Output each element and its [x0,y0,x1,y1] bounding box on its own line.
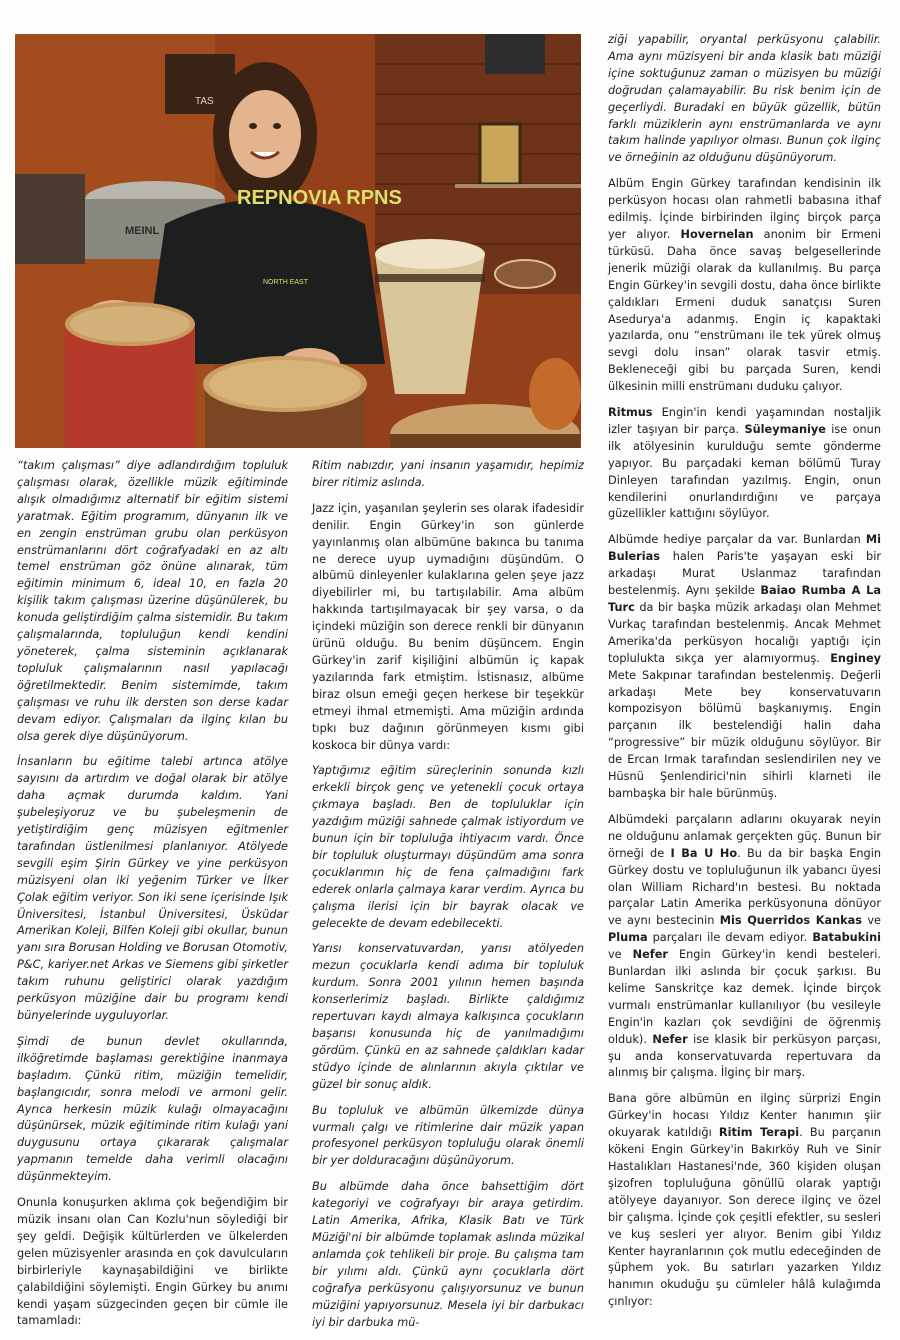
track-title: I Ba U Ho [670,846,738,860]
paragraph: Jazz için, yaşanılan şeylerin ses olarak ifadesidir denilir. Engin Gürkey'in son günlerde yayınlanmış olan albümüne bakınca bu tanıma ne derece uyup uymadığını düşündüm. O albümü dinleyenler kulaklarına gelen şeye jazz diyebilirler mi, bu tartışılabilir. Ama albüm hakkında tartışılmayacak bir şey varsa, o da içindeki müziğin son derece renkli bir dünyanın ürünü olduğu. Bu benim düşüncem. Engin Gürkey'in zarif kişiliğini albümün iç kapak yazılarında fark etmiştim. İstisnasız, albüme biraz olsun emeği geçen herkese bir teşekkür etmeyi ihmal etmemişti. Ama müziğin ardında tıpkı buz dağının görünmeyen kısmı gibi koskoca bir dünya vardı: [312,501,584,752]
track-title: Süleymaniye [744,422,826,436]
paragraph: Ritim nabızdır, yani insanın yaşamıdır, hepimiz birer ritimiz aslında. [312,459,584,489]
paragraph: Onunla konuşurken aklıma çok beğendiğim bir müzik insanı olan Can Kozlu'nun söylediği bir şey geldi. Değişik kültürlerden ve ülkelerden gelen müzisyenler arasında en çok davulcuların birbirleriyle kaynaşabildiğini ve birlikte çalabildiğini söylemişti. Engin Gürkey bu anımı kendi yaşam süzgecinden geçen bir cümle ile tamamladı: [17,1196,288,1328]
track-title: Ritmus [608,406,653,420]
text-run: da bir başka müzik arkadaşı olan Mehmet Vurkaç tarafından bestelenmiş. Ancak Mehmet Amerika'da perküsyon hocalığı yaptığı için toplulukta sıkça yer alamıyormuş. [608,601,881,665]
text-run: Albümde hediye parçalar da var. Bunlardan [608,533,866,547]
text-run: Albüm Engin Gürkey tarafından kendisinin ilk perküsyon hocası olan rahmetli babasına ithaf edilmiş. İçinde birbirinden ilginç birçok parça yer alıyor. [608,177,881,241]
text-run: Mete Sakpınar tarafından bestelenmiş. Değerli arkadaşı Mete bey konservatuvarın kompozisyon bölümü başkanıymış. Engin parçanın ilk bestelendiği halin daha “progressive” bir müzik olduğunu söylüyor. Bir de Ercan Irmak tarafından seslendirilen ney ve Hüsnü Şenlendirici'nin sihirli klarneti ile bambaşka bir hale bürünmüş. [608,668,881,800]
sweater-text: REPNOVIA RPNS [237,187,402,209]
tag-text: TAS [195,96,214,107]
track-title: Hovernelan [680,227,754,241]
track-title: Ritim Terapi [718,1126,800,1140]
paragraph: Yarısı konservatuvardan, yarısı atölyeden mezun çocuklarla kendi adıma bir topluluk kurdum. Sonra 2001 yılının hemen başında konserlerimiz başladı. Birlikte çaldığımız repertuvarı kaydı almaya kalkışınca çocukların başarısı konusunda hiç de yanılmadığımı gördüm. Çünkü en az sahnede çaldıkları kadar stüdyo içinde de alınlarının akıyla çıktılar ve güzel bir sonuç aldık. [312,942,584,1091]
photo-illustration [15,34,581,448]
text-run: . Bu da bir başka Engin Gürkey dostu ve topluluğunun ilk yabancı üyesi olan William Richard'ın bestesi. Bu noktada parçalar Latin Amerika perküsyonuna dönüyor ve aynı bestecinin [608,846,881,928]
text-run: Engin'in kendi yaşamından nostaljik izler taşıyan bir parça. [608,406,881,436]
text-run: Bana göre albümün en ilginç sürprizi Engin Gürkey'in hocası Yıldız Kenter hanımın şiir okuyarak katıldığı [608,1092,881,1140]
text-run: parçaları ile devam ediyor. [647,931,813,945]
sweater-sub: NORTH EAST [263,279,308,286]
track-title: Pluma [608,931,648,945]
text-run: ise klasik bir perküsyon parçası, şu anda konservatuvarda repertuvara da alınmış bir çalışma. İlginç bir marş. [608,1032,881,1080]
track-title: Baiao Rumba A La Turc [608,584,882,614]
text-run: . Bu parçanın kökeni Engin Gürkey'in Bakırköy Ruh ve Sinir Hastalıkları Hastanesi'nde, 360 kişiden oluşan şizofren topluluğuna gönüllü olarak yaptığı atölyeye dayanıyor. Son derece ilginç ve özel bir çalışma. İçinde çok çeşitli efektler, su sesleri ve kuş sesleri yer alıyor. Benim gibi Yıldız Kenter hayranlarının çok mutlu edeceğinden de şüphem yok. Bu satırları yazarken Yıldız hanımın okuduğu şu cümleler hâlâ kulağımda çınlıyor: [608,1126,881,1309]
text-run: anonim bir Ermeni türküsü. Daha önce savaş belgesellerinde jenerik müziği olarak da kullanılmış. Bu parça Engin Gürkey'in sevgili dostu, daha önce birlikte çaldıkları Ermeni duduk sanatçısı Suren Asedurya'a adanmış. Engin iç kapaktaki yazılarda, onu “enstrümanı ile tek yürek olmuş sevgi dolu insan” olarak tasvir etmiş. Bekleneceği gibi bu parçada Suren, kendi ülkesinin milli enstrümanı duduku çalıyor. [608,227,881,394]
paragraph: ziği yapabilir, oryantal perküsyonu çalabilir. Ama aynı müzisyeni bir anda klasik batı müziği içine soktuğunuz zaman o müzisyen bu müziği doğrudan çalamayabilir. Bu risk benim için de geçerliydi. Buradaki en büyük güzellik, bütün farklı müziklerin aynı enstrümanlarda ve aynı takım halinde yapılıyor olması. Bunun çok ilginç ve örneğinin az olduğunu düşünüyorum. [608,33,881,165]
paragraph: İnsanların bu eğitime talebi artınca atölye sayısını da artırdım ve doğal olarak bir atölye daha açmak durumda kaldım. Yani şubeleşiyoruz ve bu şubeleşmenin de yetiştirdiğim genç müzisyen eğitmenler tarafından üstlenilmesi planlanıyor. Atölyede sevgili eşim Şirin Gürkey ve yine perküsyon müzisyeni olan iki yeğenim Türker ve İlker Çolak eğitim veriyor. Son iki sene içerisinde Işık Üniversitesi, İstanbul Üniversitesi, Üsküdar Amerikan Koleji, Bilfen Koleji gibi okullar, bunun yanı sıra Borusan Holding ve Borusan Otomotiv, P&C, kariyer.net Arkas ve Siemens gibi şirketler takım ruhunu geliştirici olarak yazdığım perküsyon müziğine dair bu programı kendi bünyelerinde uyguluyorlar. [17,755,288,1022]
paragraph: Bu albümde daha önce bahsettiğim dört kategoriyi ve coğrafyayı bir araya getirdim. Latin Amerika, Afrika, Klasik Batı ve Türk Müziği'ni bir albümde toplamak aslında müzikal anlamda çok tehlikeli bir proje. Bu çalışma tam bir yılımı aldı. Çünkü aynı çocuklarla dört coğrafya perküsyonu çalışıyorsunuz ve bunun müziğini yapıyorsunuz. Mesela iyi bir darbukacı iyi bir darbuka mü- [312,1180,584,1329]
paragraph [608,1091,881,1311]
text-run: halen Paris'te yaşayan eski bir arkadaşı Murat Uslanmaz tarafından bestelenmiş. Aynı şekilde [608,550,881,598]
column-left [17,458,288,1339]
paragraph: Bu topluluk ve albümün ülkemizde dünya vurmalı çalgı ve ritimlerine dair müzik yapan profesyonel perküsyon topluluğu olarak önemli bir yer dolduracağını düşünüyorum. [312,1103,584,1168]
paragraph [608,812,881,1083]
paragraph [608,176,881,396]
paragraph [608,532,881,803]
drum-brand: MEINL [125,225,160,237]
text-run: Albümdeki parçaların adlarını okuyarak neyin ne olduğunu anlamak gerçekten güç. Bunun bir örneği de [608,812,881,860]
text-run: Engin Gürkey'in kendi besteleri. Bunlardan ilki aslında bir çocuk şarkısı. Bu kelime Sanskritçe kaz demek. İçinde birçok vurmalı enstrümanlar kullanılıyor (bu vesileyle Engin'in kazları çok sevdiğini de öğrenmiş olduk). [608,948,881,1046]
track-title: Nefer [652,1032,688,1046]
text-run: ve [608,948,633,962]
article-photo [15,34,581,448]
track-title: Enginey [830,651,881,665]
column-middle [312,458,584,1340]
paragraph: Yaptığımız eğitim süreçlerinin sonunda kızlı erkekli birçok genç ve yetenekli çocuk ortaya çıkmaya başladı. Ben de topluluklar için yazdığım müziği sahnede çalmak istiyordum ve bunun için bir topluluğa ihtiyacım vardı. Önce bir topluluk oluşturmayı düşündüm ama sonra çocuklarımın hiç de fena çalmadığını fark ederek onlarla çalmaya karar verdim. Ayrıca bu çalışma ilerisi için bir bayrak olacak ve gelecekte de devam edebilecekti. [312,764,584,930]
text-run: ise onun ilk atölyesinin kurulduğu semte gönderme yapıyor. Bu parçadaki keman bölümü Turay Dinleyen tarafından yazılmış. Engin, onun kendilerini onurlandırdığını ve parçaya güzellikler kattığını söylüyor. [608,422,881,521]
track-title: Nefer [632,948,668,962]
track-title: Batabukini [812,931,881,945]
column-right [608,32,881,1320]
paragraph [608,405,881,523]
track-title: Mi Bulerias [608,533,881,564]
paragraph: Şimdi de bunun devlet okullarında, ilköğretimde başlaması gerektiğine inanmaya başladım. Çünkü ritim, müziğin temelidir, başlangıcıdır, sonra melodi ve armoni gelir. Ayrıca herkesin müzik kulağı olmayacağını düşünürsek, müzik eğitiminde ritim kulağı yani duygusunu ortaya çıkararak çalışmalar yapmanın temelde daha verimli olacağını düşünmekteyim. [17,1034,288,1184]
text-run: ve [862,914,882,928]
paragraph: “takım çalışması” diye adlandırdığım topluluk çalışması olarak, özellikle müzik eğitiminde alışık olmadığımız alternatif bir eğitim sistemi yaratmak. Eğitim programım, dünyanın ilk ve en zengin enstrüman grubu olan perküsyon enstrümanlarını dört coğrafyadaki en az altı temel enstrüman göz önüne alınarak, tüm eğitimin minimum 6, ideal 10, en fazla 20 kişilik takım çalışması üzerine düşünülerek, bu konuda geliştirdiğim çalma sistemidir. Bu takım çalışmalarında, topluluğun kendi kendini yöneterek, çalma sisteminin açıklanarak topluluk çalışmalarının nasıl yapılacağı öğretilmektedir. Benim sistemimde, takım çalışması ve ruhu ilk dersten son derse kadar devam ediyor. Çalışmaları da ilginç kılan bu olsa gerek diye düşünüyorum. [17,459,288,743]
track-title: Mis Querridos Kankas [719,914,863,928]
